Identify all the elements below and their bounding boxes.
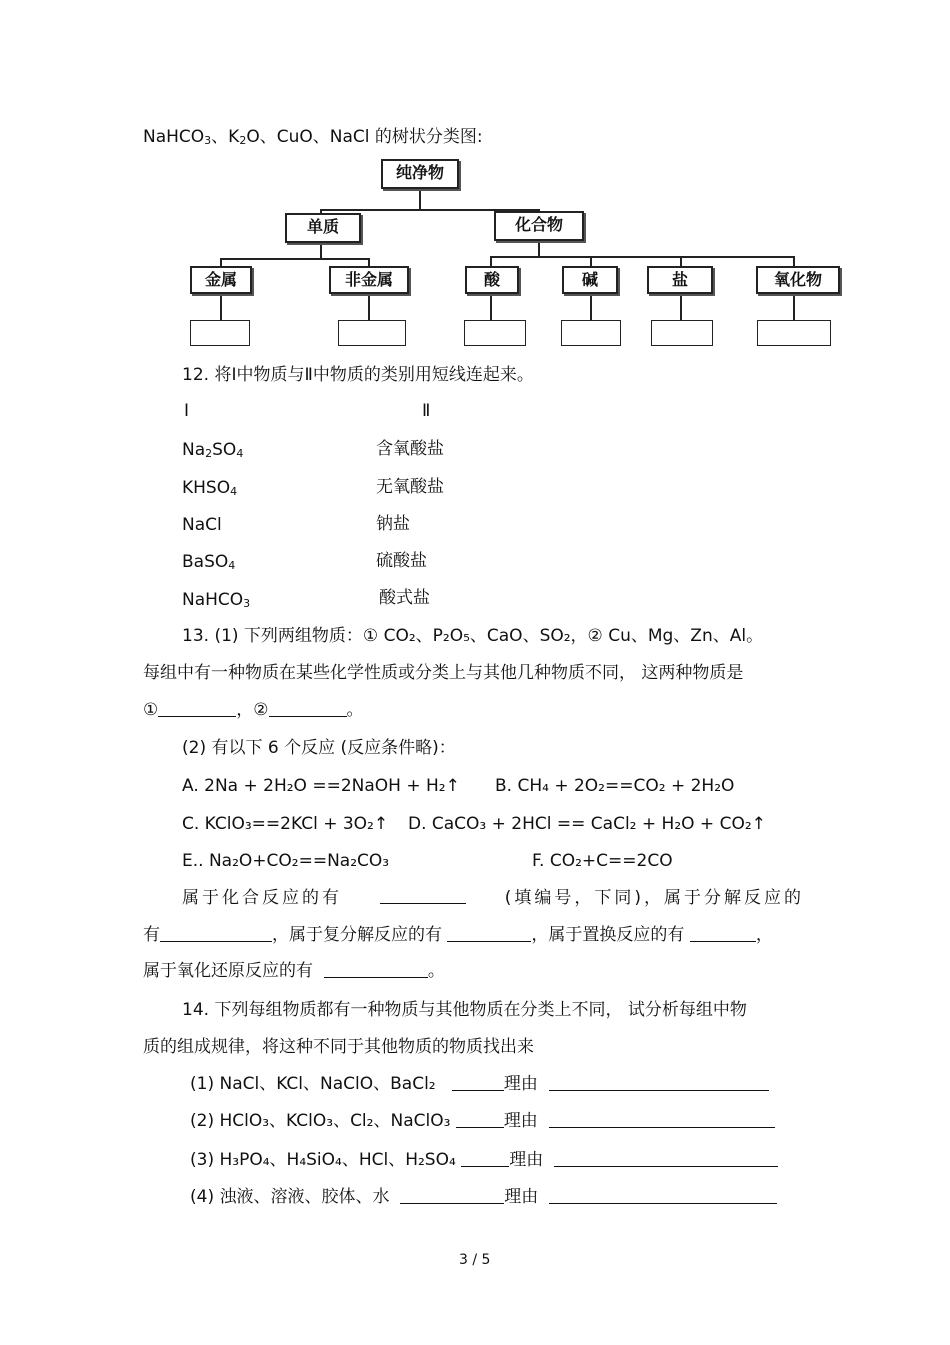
q12-right-item: 硫酸盐 xyxy=(376,551,427,571)
q13-reaction-c: C. KClO₃==2KCl + 3O₂↑ xyxy=(182,814,389,834)
q13-fill-line1: 属于化合反应的有 (填编号，下同)，属于分解反应的 xyxy=(182,888,804,908)
answer-blank[interactable] xyxy=(380,887,466,904)
q13-sub2: (2) 有以下 6 个反应 (反应条件略)： xyxy=(182,738,456,758)
answer-blank[interactable] xyxy=(447,925,531,942)
q12-left-item: $KHSO_4$ xyxy=(182,478,238,498)
answer-blank[interactable] xyxy=(690,925,756,942)
q12-right-item: 含氧酸盐 xyxy=(376,439,444,459)
q13-line1: 13. (1) 下列两组物质：① CO₂、P₂O₅、CaO、SO₂，② Cu、Mg、Zn、Al。 xyxy=(182,626,764,646)
tree-acid-box: 酸 xyxy=(465,266,519,294)
q12-col1-head: Ⅰ xyxy=(184,401,190,421)
q13-fill-line2: 有 ，属于复分解反应的有 ，属于置换反应的有 ， xyxy=(143,925,773,945)
answer-blank[interactable] xyxy=(269,700,347,717)
tree-root-box: 纯净物 xyxy=(381,159,459,189)
tree-blank-box xyxy=(338,320,406,346)
tree-oxide-box: 氧化物 xyxy=(756,266,840,294)
q12-stem: 12. 将Ⅰ中物质与Ⅱ中物质的类别用短线连起来。 xyxy=(182,365,534,385)
q14-item: (4) 浊液、溶液、胶体、水 理由 xyxy=(190,1186,777,1208)
q13-fill-line3: 属于氧化还原反应的有 。 xyxy=(143,961,445,981)
q13-line3: ① ，② 。 xyxy=(143,700,364,720)
tree-base-box: 碱 xyxy=(562,266,618,294)
q12-right-item: 酸式盐 xyxy=(379,588,430,608)
answer-blank[interactable] xyxy=(158,700,236,717)
tree-element-box: 单质 xyxy=(285,213,361,243)
q13-reaction-b: B. CH₄ + 2O₂==CO₂ + 2H₂O xyxy=(495,776,735,796)
q13-reaction-e: E.. Na₂O+CO₂==Na₂CO₃ xyxy=(182,851,390,871)
answer-blank[interactable] xyxy=(461,1150,509,1167)
tree-nonmetal-box: 非金属 xyxy=(329,266,409,294)
q12-left-item: $Na_2SO_4$ xyxy=(182,440,244,460)
tree-blank-box xyxy=(190,320,250,346)
reason-blank[interactable] xyxy=(549,1074,769,1091)
answer-blank[interactable] xyxy=(324,961,428,978)
q12-left-item: NaHCO$_3$ xyxy=(182,590,251,610)
q14-item: (1) NaCl、KCl、NaClO、BaCl₂ 理由 xyxy=(190,1073,769,1095)
q12-right-item: 无氧酸盐 xyxy=(376,477,444,497)
q13-line2: 每组中有一种物质在某些化学性质或分类上与其他几种物质不同， 这两种物质是 xyxy=(143,663,744,683)
q14-item: (2) HClO₃、KClO₃、Cl₂、NaClO₃ 理由 xyxy=(190,1110,775,1132)
q13-reaction-f: F. CO₂+C==2CO xyxy=(532,851,673,871)
q12-left-item: NaCl xyxy=(182,515,222,535)
q14-item: (3) H₃PO₄、H₄SiO₄、HCl、H₂SO₄ 理由 xyxy=(190,1149,778,1171)
q13-reaction-d: D. CaCO₃ + 2HCl == CaCl₂ + H₂O + CO₂↑ xyxy=(408,814,766,834)
tree-blank-box xyxy=(757,320,831,346)
page-number: 3 / 5 xyxy=(459,1252,491,1268)
answer-blank[interactable] xyxy=(160,925,272,942)
q12-left-item: BaSO$_4$ xyxy=(182,552,236,572)
intro-line: NaHCO$_3$、$K_2O$、CuO、NaCl 的树状分类图: xyxy=(143,127,483,147)
tree-compound-box: 化合物 xyxy=(494,211,584,241)
tree-metal-box: 金属 xyxy=(190,266,252,294)
answer-blank[interactable] xyxy=(456,1111,504,1128)
q14-line2: 质的组成规律，将这种不同于其他物质的物质找出来 xyxy=(143,1037,534,1057)
tree-blank-box xyxy=(464,320,526,346)
answer-blank[interactable] xyxy=(400,1187,504,1204)
tree-salt-box: 盐 xyxy=(647,266,713,294)
reason-blank[interactable] xyxy=(554,1150,778,1167)
tree-blank-box xyxy=(651,320,713,346)
q14-line1: 14. 下列每组物质都有一种物质与其他物质在分类上不同， 试分析每组中物 xyxy=(182,1000,747,1020)
answer-blank[interactable] xyxy=(452,1074,504,1091)
q13-reaction-a: A. 2Na + 2H₂O ==2NaOH + H₂↑ xyxy=(182,776,460,796)
reason-blank[interactable] xyxy=(549,1111,775,1128)
reason-blank[interactable] xyxy=(549,1187,777,1204)
tree-blank-box xyxy=(561,320,621,346)
q12-col2-head: Ⅱ xyxy=(422,401,431,421)
q12-right-item: 钠盐 xyxy=(376,514,410,534)
